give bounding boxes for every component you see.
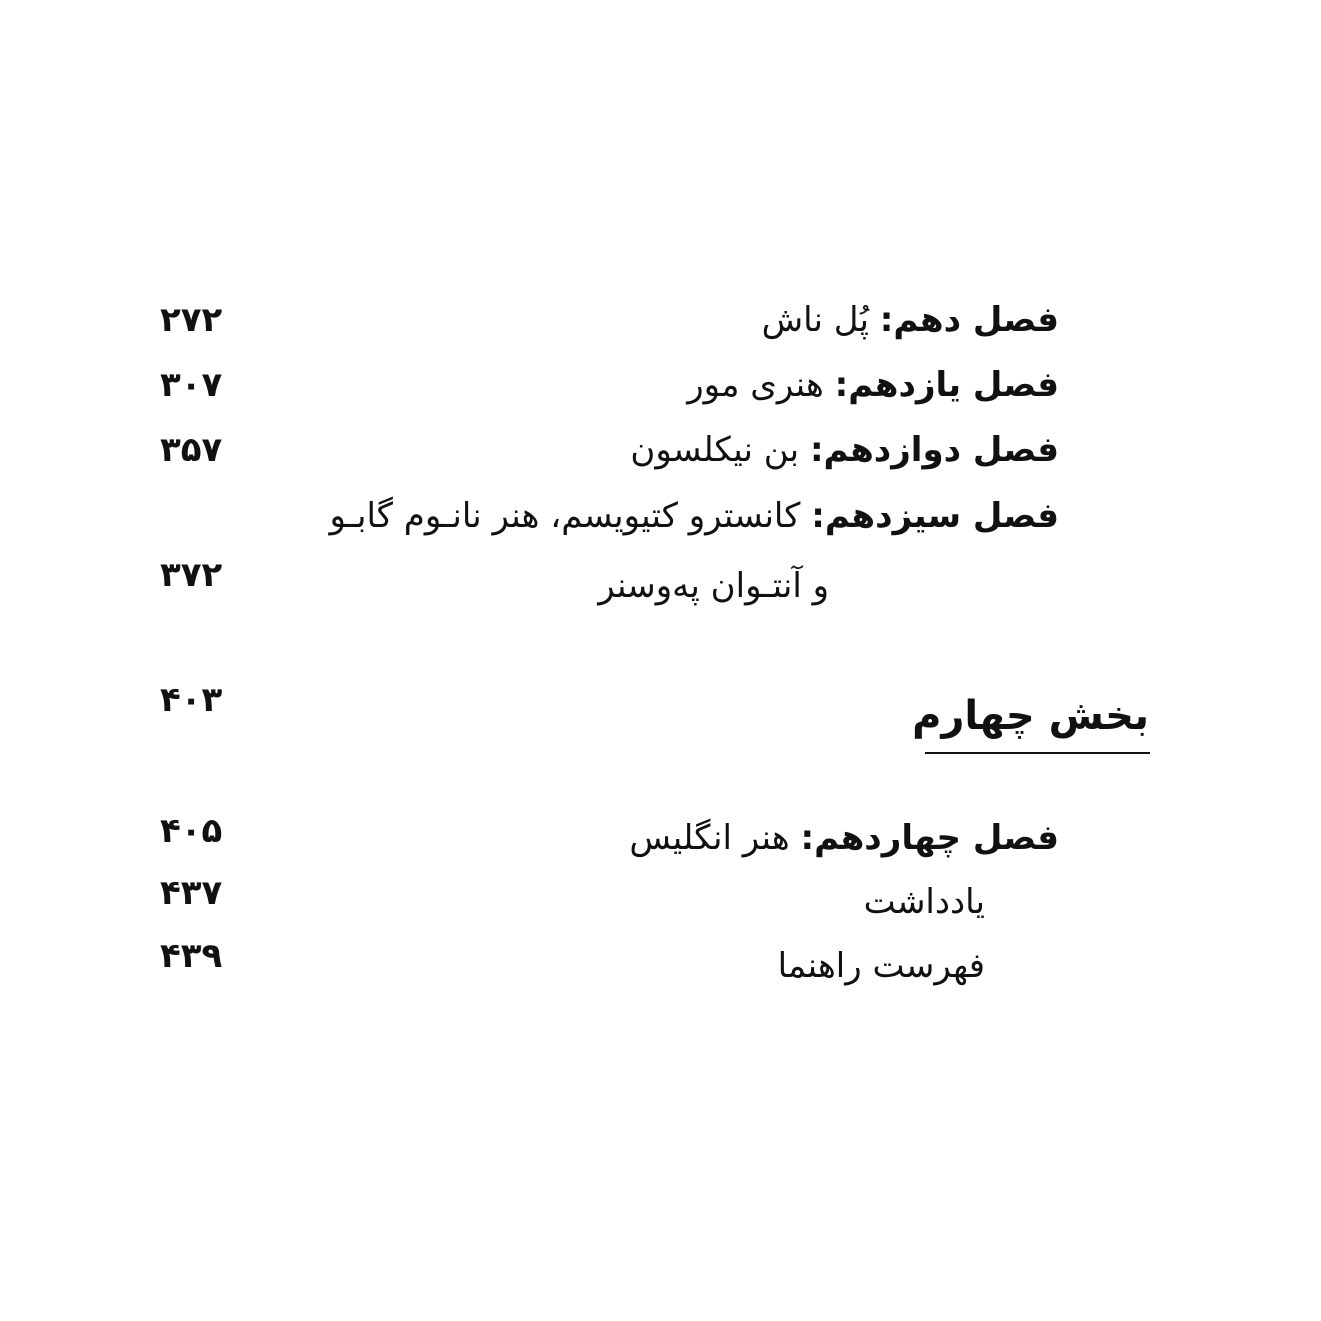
page-number: ۳۷۲ [160, 555, 223, 595]
page-number: ۴۳۹ [160, 936, 223, 976]
chapter-label: فصل یازدهم: [834, 365, 1059, 405]
toc-entry-chapter-13-continuation [598, 564, 829, 608]
chapter-title: بن نیکلسون [630, 430, 800, 470]
entry-title: فهرست راهنما [777, 946, 985, 986]
toc-entry-notes [864, 880, 985, 924]
toc-entry-chapter-10 [762, 298, 1059, 342]
chapter-title: هنری مور [687, 365, 824, 405]
chapter-title: هنر انگلیس [629, 818, 790, 858]
page-number: ۴۰۳ [160, 680, 223, 720]
chapter-label: فصل چهاردهم: [800, 818, 1059, 858]
page-number: ۳۵۷ [160, 430, 223, 470]
chapter-label: فصل دهم: [879, 300, 1059, 340]
page-number: ۳۰۷ [160, 365, 223, 405]
toc-entry-chapter-11 [687, 363, 1059, 407]
section-heading: بخش چهارم [912, 693, 1149, 739]
page-number: ۴۰۵ [160, 811, 223, 851]
chapter-label: فصل دوازدهم: [809, 430, 1059, 470]
chapter-title: پُل ناش [761, 300, 869, 340]
entry-title: یادداشت [863, 882, 985, 922]
page-number: ۴۳۷ [160, 873, 223, 913]
section-underline [925, 752, 1150, 754]
toc-entry-chapter-13 [329, 494, 1059, 538]
chapter-title-continuation: و آنتـوان په‌وسنر [598, 566, 829, 606]
toc-entry-index [778, 944, 985, 988]
chapter-title: کانسترو کتیویسم، هنر نانـوم گابـو [329, 496, 801, 536]
chapter-label: فصل سیزدهم: [811, 496, 1059, 536]
toc-entry-chapter-12 [630, 428, 1059, 472]
page-number: ۲۷۲ [160, 300, 223, 340]
toc-entry-chapter-14 [629, 816, 1059, 860]
